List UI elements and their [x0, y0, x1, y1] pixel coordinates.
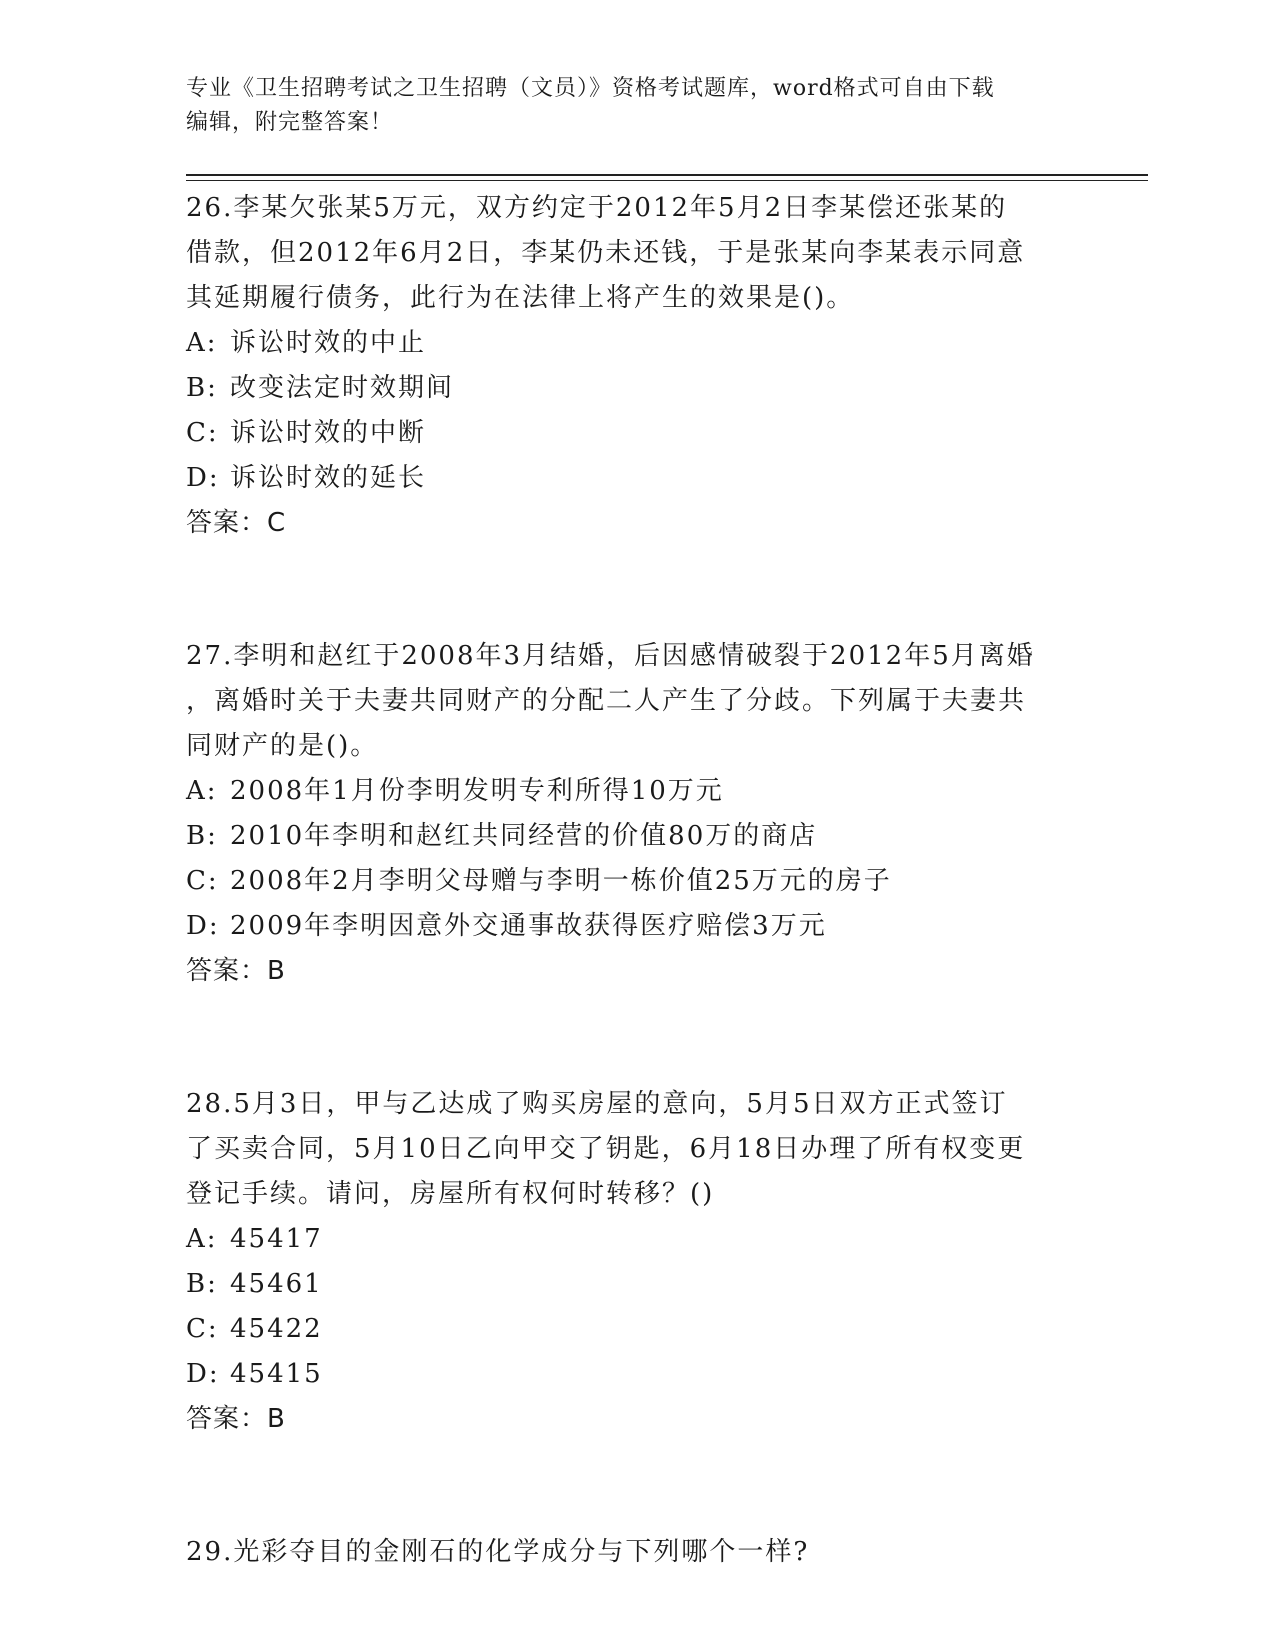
option-text: 2008年2月李明父母赠与李明一栋价值25万元的房子	[230, 866, 892, 896]
option-letter: C:	[186, 866, 219, 896]
document-header	[186, 72, 1086, 140]
option-d	[186, 456, 1086, 501]
option-letter: D:	[186, 911, 220, 941]
question-list	[186, 186, 1086, 1575]
option-letter: C:	[186, 1314, 219, 1344]
question-stem-line: 29.光彩夺目的金刚石的化学成分与下列哪个一样?	[186, 1537, 810, 1567]
option-letter: A:	[186, 328, 218, 358]
option-text: 45417	[230, 1224, 323, 1254]
header-line-2: 编辑，附完整答案！	[186, 110, 394, 135]
question-stem-line: ，离婚时关于夫妻共同财产的分配二人产生了分歧。下列属于夫妻共	[186, 686, 1027, 716]
option-letter: C:	[186, 418, 219, 448]
question-stem-line: 登记手续。请问，房屋所有权何时转移？()	[186, 1179, 715, 1209]
option-letter: B:	[186, 821, 218, 851]
question-stem-line: 其延期履行债务，此行为在法律上将产生的效果是()。	[186, 283, 855, 313]
answer-line: 答案：B	[186, 1404, 286, 1434]
question-stem-line: 26.李某欠张某5万元，双方约定于2012年5月2日李某偿还张某的	[186, 193, 1008, 223]
option-letter: B:	[186, 373, 218, 403]
option-letter: D:	[186, 1359, 220, 1389]
question-26	[186, 186, 1086, 546]
option-a	[186, 321, 1086, 366]
header-line-1: 专业《卫生招聘考试之卫生招聘（文员）》资格考试题库，word格式可自由下载	[186, 76, 995, 101]
option-text: 诉讼时效的中止	[230, 328, 427, 358]
option-a	[186, 1217, 1086, 1262]
option-text: 2009年李明因意外交通事故获得医疗赔偿3万元	[230, 911, 827, 941]
option-text: 2008年1月份李明发明专利所得10万元	[230, 776, 724, 806]
option-c	[186, 1307, 1086, 1352]
answer-line: 答案：B	[186, 956, 286, 986]
spacer	[186, 994, 1086, 1082]
question-stem-line: 借款，但2012年6月2日，李某仍未还钱，于是张某向李某表示同意	[186, 238, 1026, 268]
option-letter: D:	[186, 463, 220, 493]
question-stem-line: 28.5月3日，甲与乙达成了购买房屋的意向，5月5日双方正式签订	[186, 1089, 1008, 1119]
option-c	[186, 859, 1086, 904]
answer-line: 答案：C	[186, 508, 287, 538]
question-stem-line: 27.李明和赵红于2008年3月结婚，后因感情破裂于2012年5月离婚	[186, 641, 1035, 671]
option-d	[186, 1352, 1086, 1397]
spacer	[186, 1442, 1086, 1530]
option-letter: A:	[186, 776, 218, 806]
option-text: 2010年李明和赵红共同经营的价值80万的商店	[230, 821, 818, 851]
option-text: 诉讼时效的中断	[230, 418, 427, 448]
option-a	[186, 769, 1086, 814]
question-stem-line: 同财产的是()。	[186, 731, 379, 761]
option-c	[186, 411, 1086, 456]
option-text: 改变法定时效期间	[230, 373, 455, 403]
spacer	[186, 546, 1086, 634]
option-letter: B:	[186, 1269, 218, 1299]
question-28	[186, 1082, 1086, 1442]
option-b	[186, 1262, 1086, 1307]
option-b	[186, 366, 1086, 411]
header-divider-thick	[186, 174, 1148, 176]
question-stem-line: 了买卖合同，5月10日乙向甲交了钥匙，6月18日办理了所有权变更	[186, 1134, 1026, 1164]
option-d	[186, 904, 1086, 949]
option-text: 诉讼时效的延长	[230, 463, 427, 493]
option-text: 45415	[230, 1359, 323, 1389]
option-text: 45422	[230, 1314, 323, 1344]
question-27	[186, 634, 1086, 994]
option-text: 45461	[230, 1269, 323, 1299]
header-divider-thin	[186, 180, 1148, 181]
option-letter: A:	[186, 1224, 218, 1254]
option-b	[186, 814, 1086, 859]
question-29	[186, 1530, 1086, 1575]
